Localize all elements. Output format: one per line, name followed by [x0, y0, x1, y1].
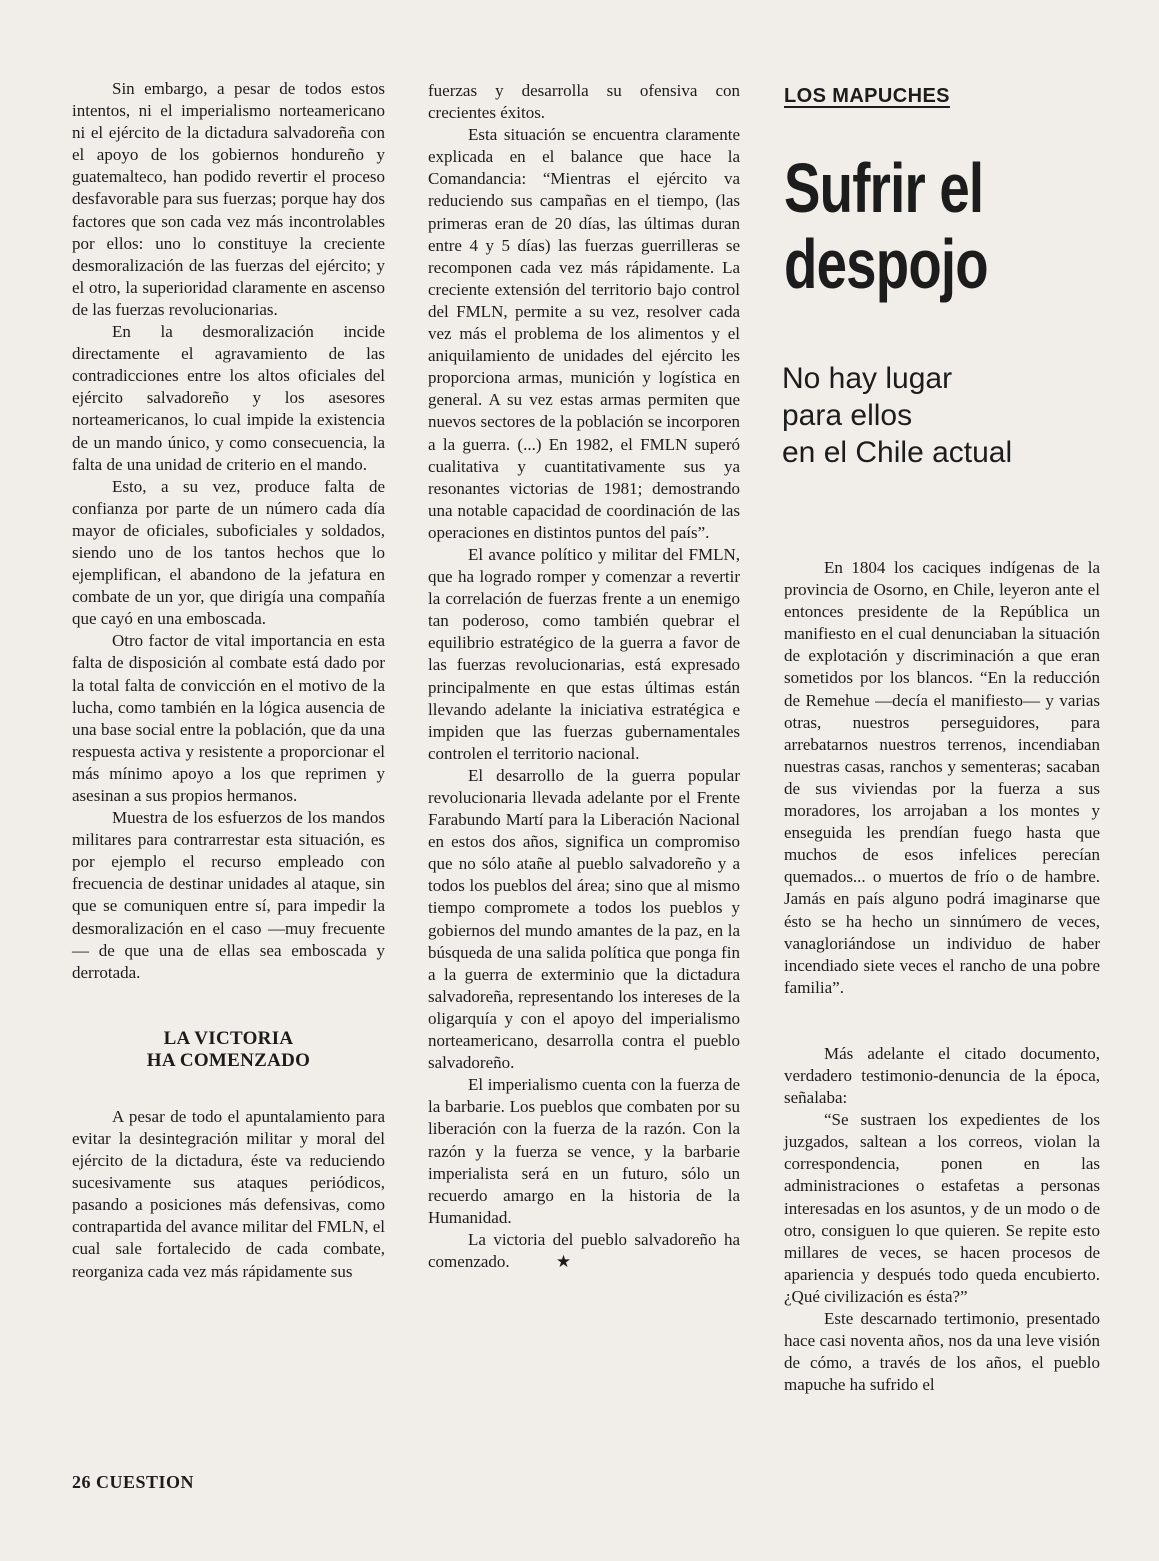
column-1	[72, 78, 385, 1283]
star-icon: ★	[555, 1251, 572, 1271]
section-tag: LOS MAPUCHES	[784, 85, 950, 107]
article-subtitle	[782, 360, 1102, 471]
paragraph: El desarrollo de la guerra popular revolucionaria llevada adelante por el Frente Farabundo Martí para la Liberación Nacional en estos dos años, significa un compromiso que no sólo atañe al pueblo salvadoreño y a todos los pueblos del área; sino que al mismo tiempo compromete a todos los pueblos y gobiernos del mundo amantes de la paz, en la búsqueda de una salida política que ponga fin a la guerra de exterminio que la dictadura salvadoreña, representando los intereses de la oligarquía y con el apoyo del imperialismo norteamericano, desarrolla contra el pueblo salvadoreño.	[428, 765, 740, 1073]
paragraph: Muestra de los esfuerzos de los mandos militares para contrarrestar esta situación, es por ejemplo el recurso empleado con frecuencia de destinar unidades al ataque, sin que se comuniquen entre sí, para impedir la desmoralización en el caso —muy frecuente— de que una de ellas sea emboscada y derrotada.	[72, 808, 385, 982]
paragraph: El imperialismo cuenta con la fuerza de la barbarie. Los pueblos que combaten por su liberación con la fuerza de la razón. Con la razón y la fuerza se vence, y la barbarie imperialista será en un futuro, sólo un recuerdo amargo en la historia de la Humanidad.	[428, 1075, 740, 1227]
paragraph: Este descarnado tertimonio, presentado hace casi noventa años, nos da una leve visión de cómo, a través de los años, el pueblo mapuche ha sufrido el	[784, 1309, 1100, 1395]
article-headline	[784, 150, 1096, 302]
subheading-line: LA VICTORIA	[163, 1027, 294, 1049]
subtitle-line: para ellos	[782, 399, 913, 432]
paragraph: Esta situación se encuentra claramente explicada en el balance que hace la Comandancia: “Mientras el ejército va reduciendo sus campañas en el tiempo, (las primeras eran de 20 días, las últimas duran entre 4 y 5 días) las fuerzas guerrilleras se recomponen cada vez más rápidamente. La creciente extensión del territorio bajo control del FMLN, permite a su vez, resolver cada vez más el problema de los alimentos y el aniquilamiento de unidades del ejército les proporciona armas, munición y logística en general. A su vez estas armas permiten que nuevos sectores de la población se incorporen a la guerra. (...) En 1982, el FMLN superó cualitativa y cuantitativamente sus ya resonantes victorias de 1981; demostrando una notable capacidad de coordinación de las operaciones en distintos puntos del país”.	[428, 125, 740, 542]
column-3	[784, 0, 1100, 1561]
paragraph: Otro factor de vital importancia en esta falta de disposición al combate está dado por la total falta de convicción en el motivo de la lucha, como también en la lógica ausencia de una base social entre la población, que da una respuesta activa y resistente a proporcionar el más mínimo apoyo a los que reprimen y asesinan a sus propios hermanos.	[72, 631, 385, 805]
headline-line: Sufrir el	[784, 149, 984, 227]
paragraph: En 1804 los caciques indígenas de la provincia de Osorno, en Chile, leyeron ante el entonces presidente de la República un manifiesto en el cual denunciaban la situación de explotación y discriminación a que eran sometidos por los blancos. “En la reducción de Remehue —decía el manifiesto— y varias otras, nuestros perseguidores, para arrebatarnos nuestros terrenos, incendiaban nuestras casas, ranchos y sementeras; sacaban de sus viviendas por la fuerza a sus moradores, los arrojaban a los montes y enseguida les prendían fuego hasta que muchos de esos infelices perecían quemados... o muertos de frío o de hambre. Jamás en país alguno podrá imaginarse que ésto se ha hecho un sinnúmero de veces, vanagloriándose un individuo de haber incendiado siete veces el rancho de una pobre familia”.	[784, 558, 1100, 997]
paragraph: Más adelante el citado documento, verdadero testimonio-denuncia de la época, señalaba:	[784, 1043, 1100, 1108]
paragraph: Sin embargo, a pesar de todos estos intentos, ni el imperialismo norteamericano ni el ejército de la dictadura salvadoreña con el apoyo de los gobiernos hondureño y guatemalteco, han podido revertir el proceso desfavorable para sus fuerzas; porque hay dos factores que son cada vez más incontrolables por ellos: uno lo constituye la creciente desmoralización de las fuerzas del ejército; y el otro, la superioridad claramente en ascenso de las fuerzas revolucionarias.	[72, 79, 385, 319]
column-2	[428, 80, 740, 1273]
paragraph-continuation: fuerzas y desarrolla su ofensiva con crecientes éxitos.	[428, 81, 740, 123]
subtitle-line: en el Chile actual	[782, 436, 1013, 469]
article-body	[784, 557, 1100, 1396]
page-footer: 26 CUESTION	[72, 1472, 195, 1492]
closing-text: La victoria del pueblo salvadoreño ha comenzado.	[428, 1229, 740, 1271]
paragraph: En la desmoralización incide directamente el agravamiento de las contradicciones entre los altos oficiales del ejército salvadoreño y los asesores norteamericanos, lo cual impide la existencia de un mando único, y como consecuencia, la falta de una unidad de criterio en el mando.	[72, 322, 385, 474]
subtitle-line: No hay lugar	[782, 362, 953, 395]
subheading-line: HA COMENZADO	[146, 1049, 311, 1071]
closing-paragraph	[428, 1229, 740, 1273]
paragraph: El avance político y militar del FMLN, que ha logrado romper y comenzar a revertir la correlación de fuerzas frente a un enemigo tan poderoso, como también quebrar el equilibrio estratégico de la guerra a favor de las fuerzas revolucionarias, está expresado principalmente en que estas últimas están llevando adelante la iniciativa estratégica e impiden que las fuerzas gubernamentales controlen el territorio nacional.	[428, 544, 740, 763]
headline-line: despojo	[784, 225, 988, 303]
paragraph: Esto, a su vez, produce falta de confianza por parte de un número cada día mayor de oficiales, suboficiales y soldados, siendo uno de los tantos hechos que lo ejemplifican, el abandono de la jefatura en combate de un yor, que dirigía una compañía que cayó en una emboscada.	[72, 476, 385, 629]
paragraph: “Se sustraen los expedientes de los juzgados, saltean a los correos, violan la correspondencia, ponen en las administraciones o estafetas a personas interesadas en los asuntos, y de un modo o de otro, consiguen lo que quieren. Se repite esto millares de veces, se hacen procesos de apariencia y después todo queda encubierto. ¿Qué civilización es ésta?”	[784, 1110, 1100, 1306]
paragraph: A pesar de todo el apuntalamiento para evitar la desintegración militar y moral del ejército de la dictadura, éste va reduciendo sucesivamente sus ataques periódicos, pasando a posiciones más defensivas, como contrapartida del avance militar del FMLN, el cual sale fortalecido de cada combate, reorganiza cada vez más rápidamente sus	[72, 1106, 385, 1281]
section-subheading	[72, 1028, 385, 1072]
